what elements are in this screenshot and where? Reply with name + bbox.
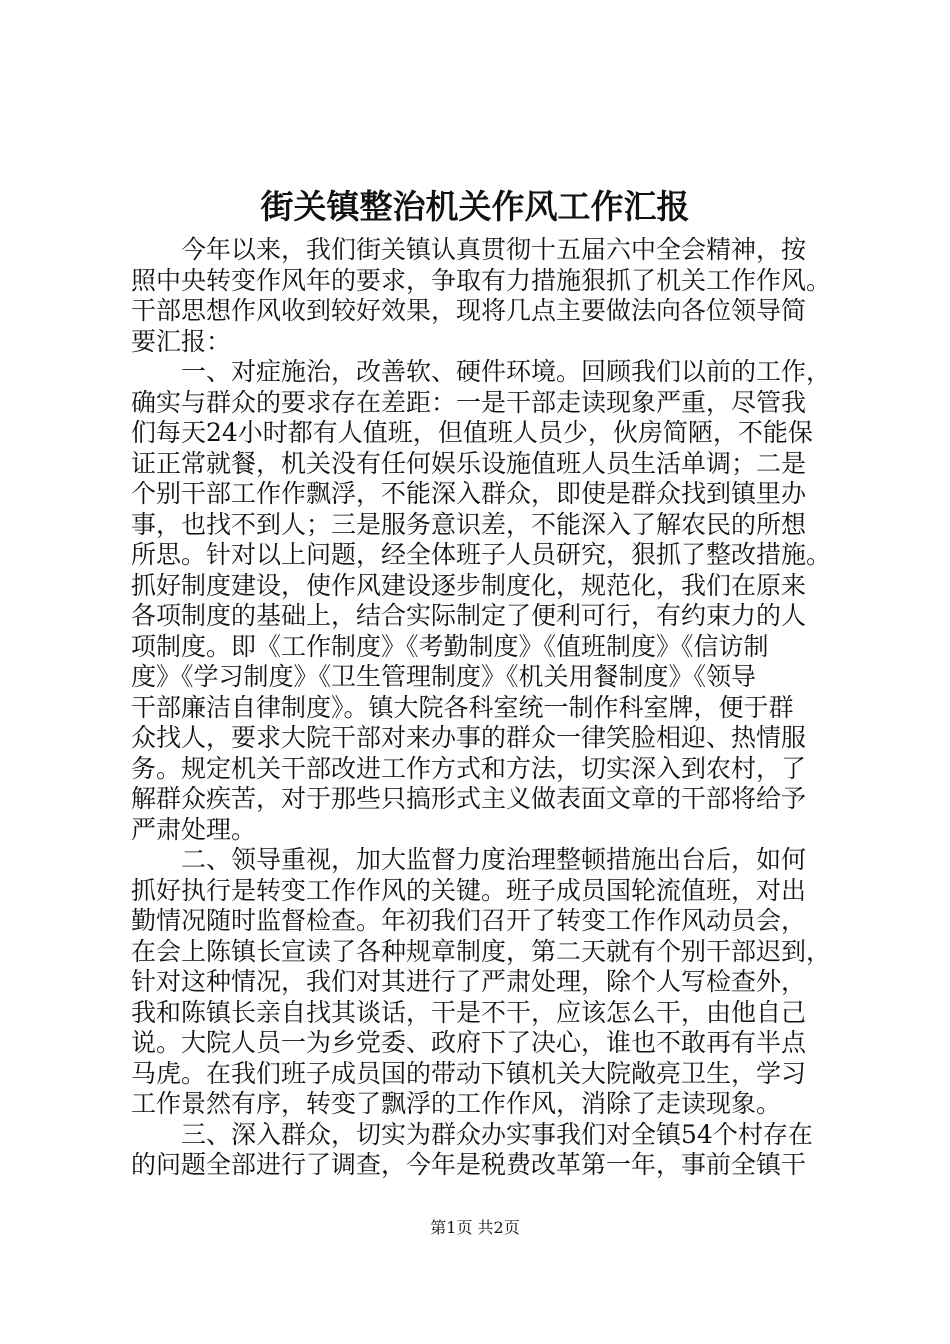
document-title: 街关镇整治机关作风工作汇报 [260, 187, 690, 226]
text-line: 严肃处理。 [131, 814, 257, 844]
text-line: 干部思想作风收到较好效果，现将几点主要做法向各位领导简 [131, 296, 807, 325]
text-line: 各项制度的基础上，结合实际制定了便利可行，有约束力的人 [131, 601, 807, 630]
text-line: 今年以来，我们街关镇认真贯彻十五届六中全会精神，按 [181, 235, 807, 264]
text-line: 所思。针对以上问题，经全体班子人员研究，狠抓了整改措施。 [131, 540, 832, 569]
text-line: 度》《学习制度》《卫生管理制度》《机关用餐制度》《领导 [131, 662, 757, 691]
text-line: 马虎。在我们班子成员国的带动下镇机关大院敞亮卫生，学习 [131, 1058, 807, 1088]
text-line: 事，也找不到人；三是服务意识差，不能深入了解农民的所想 [131, 509, 807, 539]
text-line: 们每天24小时都有人值班，但值班人员少，伙房简陋，不能保 [131, 418, 813, 447]
text-line: 解群众疾苦，对于那些只搞形式主义做表面文章的干部将给予 [131, 784, 807, 813]
text-line: 我和陈镇长亲自找其谈话，干是不干，应该怎么干，由他自己 [131, 997, 807, 1027]
text-line: 三、深入群众，切实为群众办实事我们对全镇54个村存在 [181, 1119, 813, 1149]
text-line: 的问题全部进行了调查，今年是税费改革第一年，事前全镇干 [131, 1150, 807, 1179]
text-line: 要汇报： [131, 326, 232, 356]
text-line: 确实与群众的要求存在差距：一是干部走读现象严重，尽管我 [131, 387, 807, 417]
text-line: 在会上陈镇长宣读了各种规章制度，第二天就有个别干部迟到， [131, 936, 832, 966]
text-line: 个别干部工作作飘浮，不能深入群众，即使是群众找到镇里办 [131, 479, 807, 508]
text-line: 抓好制度建设，使作风建设逐步制度化，规范化，我们在原来 [131, 570, 807, 600]
text-line: 一、对症施治，改善软、硬件环境。回顾我们以前的工作， [181, 357, 832, 386]
text-line: 务。规定机关干部改进工作方式和方法，切实深入到农村，了 [131, 753, 807, 783]
text-line: 抓好执行是转变工作作风的关键。班子成员国轮流值班，对出 [131, 875, 807, 905]
page-footer: 第1页 共2页 [430, 1218, 520, 1237]
text-line: 干部廉洁自律制度》。镇大院各科室统一制作科室牌，便于群 [131, 692, 794, 722]
text-line: 工作景然有序，转变了飘浮的工作作风，消除了走读现象。 [131, 1089, 782, 1118]
text-line: 照中央转变作风年的要求，争取有力措施狠抓了机关工作作风。 [131, 265, 832, 295]
text-line: 二、领导重视，加大监督力度治理整顿措施出台后，如何 [181, 845, 807, 874]
text-line: 勤情况随时监督检查。年初我们召开了转变工作作风动员会， [131, 906, 807, 935]
document-body [131, 235, 831, 1181]
text-line: 说。大院人员一为乡党委、政府下了决心，谁也不敢再有半点 [131, 1028, 807, 1057]
text-line: 证正常就餐，机关没有任何娱乐设施值班人员生活单调；二是 [131, 448, 807, 478]
text-line: 众找人，要求大院干部对来办事的群众一律笑脸相迎、热情服 [131, 723, 807, 752]
text-line: 针对这种情况，我们对其进行了严肃处理，除个人写检查外， [131, 967, 807, 996]
text-line: 项制度。即《工作制度》《考勤制度》《值班制度》《信访制 [131, 631, 769, 661]
